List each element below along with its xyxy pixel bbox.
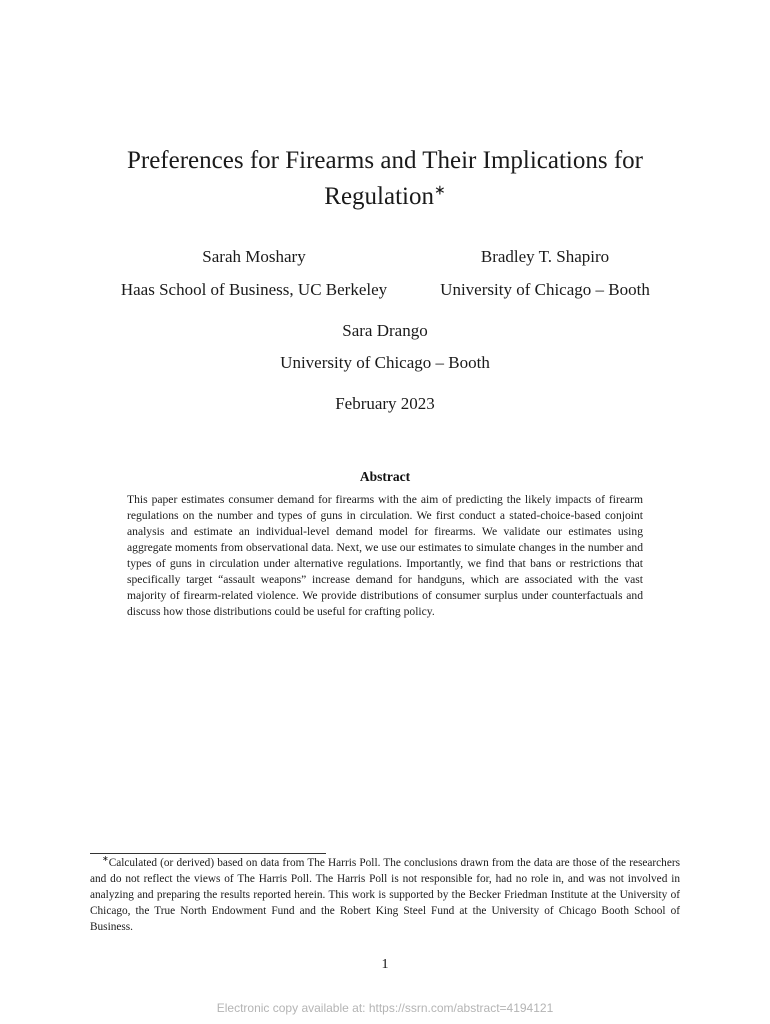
paper-date: February 2023 — [335, 394, 435, 413]
footnote — [90, 855, 680, 935]
author-name-2: Bradley T. Shapiro — [480, 247, 610, 266]
author-affiliation-1: Haas School of Business, UC Berkeley — [120, 280, 388, 299]
footnote-text: Calculated (or derived) based on data from The Harris Poll. The conclusions drawn from the data are those of the researchers and do not reflect the views of The Harris Poll. The Harris Poll is not responsible for, had no role in, and was not involved in analyzing and preparing the results reported herein. This work is supported by the Becker Friedman Institute at the University of Chicago, the True North Endowment Fund and the Robert King Steel Fund at the University of Chicago Booth School of Business. — [90, 857, 680, 933]
abstract-text: This paper estimates consumer demand for firearms with the aim of predicting the likely impacts of firearm regulations on the number and types of guns in circulation. We first conduct a stated-choice-based conjoint analysis and estimate an individual-level demand model for firearms. We validate our estimates using aggregate moments from observational data. Next, we use our estimates to simulate changes in the number and types of guns in circulation under alternative regulations. Importantly, we find that bans or restrictions that specifically target “assault weapons” increase demand for handguns, which are associated with the vast majority of firearm-related violence. We provide distributions of consumer surplus under counterfactuals and discuss how those distributions could be useful for crafting policy. — [127, 493, 643, 618]
paper-title — [70, 143, 700, 215]
footnote-mark: ∗ — [102, 854, 109, 864]
title-footnote-mark: ∗ — [433, 183, 446, 199]
page-number: 1 — [381, 957, 389, 972]
paper-title-text: Preferences for Firearms and Their Implications for Regulation — [126, 147, 643, 210]
author-name-3: Sara Drango — [342, 321, 428, 340]
abstract-heading: Abstract — [359, 469, 411, 484]
author-name-1: Sarah Moshary — [202, 247, 306, 266]
author-affiliation-2: University of Chicago – Booth — [440, 280, 650, 299]
ssrn-availability-notice: Electronic copy available at: https://ssrn.com/abstract=4194121 — [216, 1001, 554, 1015]
footnote-divider — [90, 853, 326, 854]
author-affiliation-3: University of Chicago – Booth — [280, 353, 490, 372]
